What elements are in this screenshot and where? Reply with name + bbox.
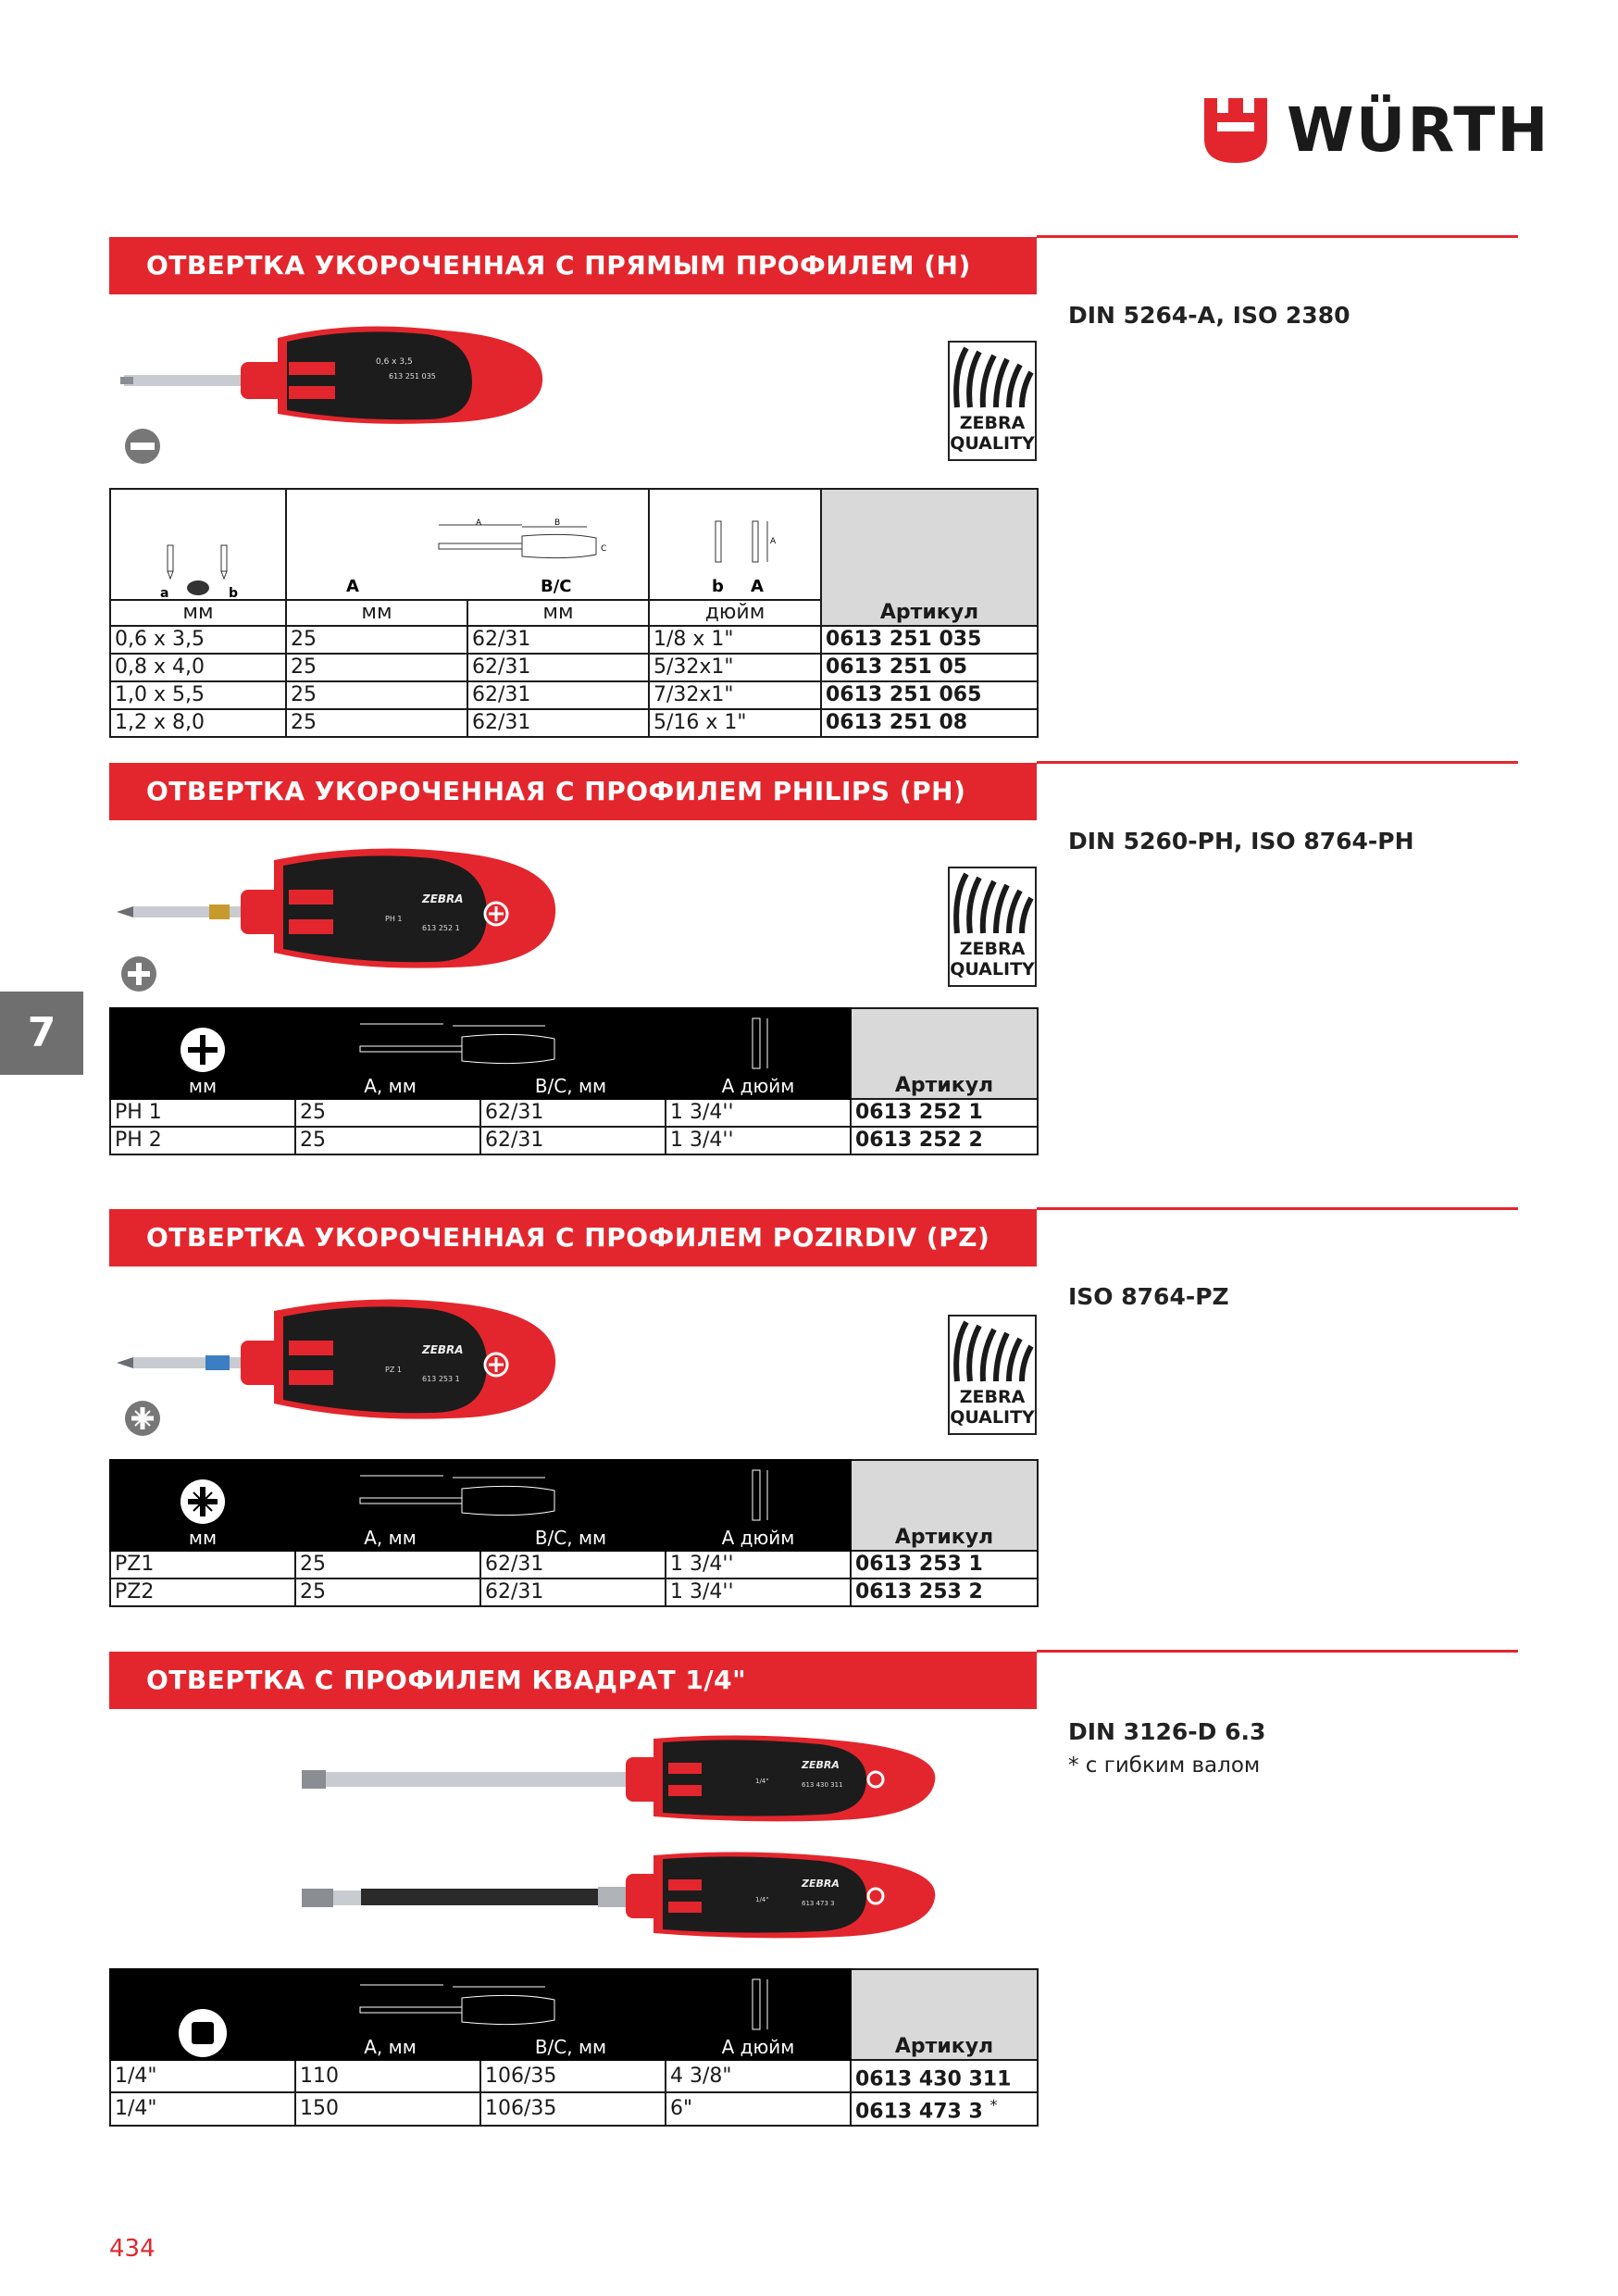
tip-length-sketch bbox=[730, 1976, 786, 2035]
a-cell: 25 bbox=[295, 1578, 480, 1606]
zebra-line2: QUALITY bbox=[950, 959, 1035, 980]
section-rule bbox=[1037, 1650, 1518, 1653]
svg-text:C: C bbox=[601, 544, 607, 554]
inch-cell: 4 3/8" bbox=[666, 2060, 851, 2092]
inch-cell: 1 3/4'' bbox=[666, 1099, 851, 1127]
size-cell: 1,0 x 5,5 bbox=[110, 681, 286, 709]
a-cell: 25 bbox=[286, 626, 467, 654]
svg-text:b: b bbox=[229, 586, 239, 599]
header-cell bbox=[286, 489, 649, 600]
phillips-profile-icon bbox=[120, 955, 157, 992]
a-cell: 25 bbox=[286, 709, 467, 737]
zebra-stripes-icon bbox=[950, 343, 1035, 409]
article-number: 0613 251 035 bbox=[821, 626, 1038, 654]
column-header: мм bbox=[188, 1075, 218, 1097]
svg-text:A: A bbox=[770, 537, 777, 546]
table-row bbox=[110, 2060, 1038, 2092]
bc-cell: 62/31 bbox=[480, 1099, 666, 1127]
article-number-cell bbox=[851, 2060, 1038, 2092]
header-cell bbox=[666, 1460, 851, 1551]
article-number-cell bbox=[851, 2092, 1038, 2125]
header-cell bbox=[666, 1969, 851, 2060]
size-cell: 1/4" bbox=[110, 2060, 295, 2092]
header-cell bbox=[666, 1008, 851, 1099]
header-cell bbox=[295, 1969, 666, 2060]
phillips-header-icon bbox=[179, 1026, 227, 1074]
pozidriv-header-icon bbox=[179, 1478, 227, 1526]
bc-cell: 62/31 bbox=[467, 709, 649, 737]
header-cell bbox=[295, 1008, 666, 1099]
column-header: A дюйм bbox=[721, 1527, 795, 1549]
column-header: B/C, мм bbox=[534, 1075, 607, 1097]
header-cell bbox=[110, 1969, 295, 2060]
article-number: 0613 251 065 bbox=[821, 681, 1038, 709]
size-cell: 1/4" bbox=[110, 2092, 295, 2125]
a-cell: 110 bbox=[295, 2060, 480, 2092]
svg-text:A: A bbox=[751, 577, 764, 596]
svg-text:613 252 1: 613 252 1 bbox=[422, 924, 460, 932]
bc-cell: 106/35 bbox=[480, 2092, 666, 2125]
table-row bbox=[110, 709, 1038, 737]
size-cell: PH 2 bbox=[110, 1127, 295, 1154]
svg-text:ZEBRA: ZEBRA bbox=[422, 1343, 464, 1356]
svg-text:1/4": 1/4" bbox=[755, 1896, 769, 1903]
inch-cell: 5/32x1" bbox=[649, 654, 821, 681]
header-cell bbox=[110, 1460, 295, 1551]
section-rule bbox=[1037, 761, 1518, 764]
a-cell: 25 bbox=[295, 1551, 480, 1578]
column-header: A, мм bbox=[364, 2036, 417, 2058]
svg-text:ZEBRA: ZEBRA bbox=[422, 892, 464, 905]
svg-text:b: b bbox=[712, 577, 724, 596]
svg-text:A: A bbox=[346, 577, 359, 596]
dimension-sketch bbox=[291, 516, 649, 599]
section-rule bbox=[1037, 235, 1518, 238]
svg-text:B/C: B/C bbox=[541, 577, 572, 596]
size-cell: PZ2 bbox=[110, 1578, 295, 1606]
slotted-profile-icon bbox=[124, 428, 161, 465]
header-cell bbox=[649, 489, 821, 600]
column-header: мм bbox=[188, 1527, 218, 1549]
zebra-quality-badge bbox=[948, 341, 1037, 461]
article-number: 0613 252 1 bbox=[851, 1099, 1038, 1127]
header-cell bbox=[110, 489, 286, 600]
dimension-sketch bbox=[342, 1015, 619, 1074]
inch-cell: 5/16 x 1" bbox=[649, 709, 821, 737]
table-row bbox=[110, 1551, 1038, 1578]
size-cell: 1,2 x 8,0 bbox=[110, 709, 286, 737]
bc-cell: 62/31 bbox=[467, 654, 649, 681]
phillips-screwdriver-image bbox=[117, 838, 561, 977]
svg-text:613 430 311: 613 430 311 bbox=[802, 1781, 843, 1789]
dimension-sketch bbox=[342, 1466, 619, 1526]
article-header: Артикул bbox=[851, 1460, 1038, 1551]
wurth-logo-icon bbox=[1204, 98, 1267, 163]
section-title: ОТВЕРТКА УКОРОЧЕННАЯ С ПРОФИЛЕМ POZIRDIV (PZ) bbox=[109, 1209, 1037, 1267]
footnote-marker: * bbox=[989, 2096, 998, 2115]
column-header: A, мм bbox=[364, 1075, 417, 1097]
page-number: 434 bbox=[109, 2235, 156, 2263]
article-header: Артикул bbox=[821, 489, 1038, 626]
a-cell: 25 bbox=[286, 681, 467, 709]
spec-table bbox=[109, 1968, 1039, 2127]
unit-label: мм bbox=[286, 600, 467, 626]
slot-tip-sketch bbox=[147, 543, 249, 599]
unit-label: мм bbox=[110, 600, 286, 626]
zebra-line1: ZEBRA bbox=[959, 1387, 1026, 1407]
bc-cell: 62/31 bbox=[467, 626, 649, 654]
svg-text:613 473 3: 613 473 3 bbox=[802, 1900, 835, 1907]
bc-cell: 62/31 bbox=[480, 1127, 666, 1154]
section-title: ОТВЕРТКА С ПРОФИЛЕМ КВАДРАТ 1/4" bbox=[109, 1652, 1037, 1709]
spec-table bbox=[109, 1459, 1039, 1607]
article-number: 0613 473 3 bbox=[855, 2100, 983, 2124]
spec-table bbox=[109, 1007, 1039, 1155]
standard-label: DIN 5260-PH, ISO 8764-PH bbox=[1068, 828, 1414, 855]
zebra-quality-badge bbox=[948, 867, 1037, 987]
table-row bbox=[110, 654, 1038, 681]
inch-cell: 1/8 x 1" bbox=[649, 626, 821, 654]
column-header: A дюйм bbox=[721, 2036, 795, 2058]
unit-label: мм bbox=[467, 600, 649, 626]
slotted-screwdriver-image bbox=[120, 310, 555, 430]
bc-cell: 62/31 bbox=[480, 1578, 666, 1606]
size-cell: PZ1 bbox=[110, 1551, 295, 1578]
zebra-line1: ZEBRA bbox=[959, 413, 1026, 433]
size-cell: 0,8 x 4,0 bbox=[110, 654, 286, 681]
svg-text:a: a bbox=[160, 586, 169, 599]
standard-label: DIN 5264-A, ISO 2380 bbox=[1068, 302, 1350, 329]
svg-text:ZEBRA: ZEBRA bbox=[802, 1878, 840, 1890]
tip-length-sketch bbox=[730, 1466, 786, 1526]
handle-marking: 613 251 035 bbox=[389, 372, 436, 381]
table-row bbox=[110, 1578, 1038, 1606]
zebra-line2: QUALITY bbox=[950, 433, 1035, 454]
svg-text:ZEBRA: ZEBRA bbox=[802, 1759, 840, 1771]
article-header: Артикул bbox=[851, 1008, 1038, 1099]
standard-label: ISO 8764-PZ bbox=[1068, 1283, 1229, 1310]
table-row bbox=[110, 1099, 1038, 1127]
standard-label: DIN 3126-D 6.3 bbox=[1068, 1718, 1266, 1745]
zebra-line1: ZEBRA bbox=[959, 939, 1026, 959]
handle-marking: 0,6 x 3,5 bbox=[376, 357, 413, 367]
svg-text:1/4": 1/4" bbox=[755, 1778, 769, 1785]
zebra-line2: QUALITY bbox=[950, 1407, 1035, 1428]
tip-length-sketch bbox=[730, 1015, 786, 1074]
article-number: 0613 430 311 bbox=[855, 2067, 1012, 2091]
zebra-quality-badge bbox=[948, 1315, 1037, 1435]
bc-cell: 62/31 bbox=[467, 681, 649, 709]
svg-text:PH 1: PH 1 bbox=[385, 915, 403, 923]
inch-cell: 1 3/4'' bbox=[666, 1578, 851, 1606]
column-header: A дюйм bbox=[721, 1075, 795, 1097]
pozidriv-profile-icon bbox=[124, 1400, 161, 1437]
article-header: Артикул bbox=[851, 1969, 1038, 2060]
a-cell: 25 bbox=[295, 1127, 480, 1154]
inch-cell: 1 3/4'' bbox=[666, 1551, 851, 1578]
spec-table bbox=[109, 488, 1039, 738]
article-number: 0613 251 08 bbox=[821, 709, 1038, 737]
inch-cell: 7/32x1" bbox=[649, 681, 821, 709]
zebra-stripes-icon bbox=[950, 868, 1035, 935]
slot-length-sketch bbox=[675, 516, 795, 599]
section-rule bbox=[1037, 1207, 1518, 1210]
column-header: A, мм bbox=[364, 1527, 417, 1549]
a-cell: 25 bbox=[295, 1099, 480, 1127]
zebra-stripes-icon bbox=[950, 1316, 1035, 1383]
unit-label: дюйм bbox=[649, 600, 821, 626]
table-row bbox=[110, 626, 1038, 654]
svg-text:PZ 1: PZ 1 bbox=[385, 1366, 402, 1374]
bc-cell: 62/31 bbox=[480, 1551, 666, 1578]
header-cell bbox=[295, 1460, 666, 1551]
column-header: B/C, мм bbox=[534, 1527, 607, 1549]
brand-name: WÜRTH bbox=[1287, 94, 1550, 166]
svg-text:613 253 1: 613 253 1 bbox=[422, 1375, 460, 1383]
article-number: 0613 253 1 bbox=[851, 1551, 1038, 1578]
article-number: 0613 251 05 bbox=[821, 654, 1038, 681]
article-number: 0613 252 2 bbox=[851, 1127, 1038, 1154]
square-drive-header-icon bbox=[177, 2007, 229, 2059]
section-title: ОТВЕРТКА УКОРОЧЕННАЯ С ПРЯМЫМ ПРОФИЛЕМ (H) bbox=[109, 237, 1037, 294]
square-drive-screwdrivers-image bbox=[302, 1735, 940, 1948]
inch-cell: 1 3/4'' bbox=[666, 1127, 851, 1154]
chapter-tab: 7 bbox=[0, 992, 83, 1075]
svg-text:B: B bbox=[554, 518, 561, 528]
a-cell: 150 bbox=[295, 2092, 480, 2125]
table-row bbox=[110, 1127, 1038, 1154]
column-header: B/C, мм bbox=[534, 2036, 607, 2058]
footnote: * с гибким валом bbox=[1068, 1753, 1261, 1778]
table-row bbox=[110, 681, 1038, 709]
size-cell: PH 1 bbox=[110, 1099, 295, 1127]
article-number: 0613 253 2 bbox=[851, 1578, 1038, 1606]
size-cell: 0,6 x 3,5 bbox=[110, 626, 286, 654]
pozidriv-screwdriver-image bbox=[117, 1289, 561, 1428]
section-title: ОТВЕРТКА УКОРОЧЕННАЯ С ПРОФИЛЕМ PHILIPS (PH) bbox=[109, 763, 1037, 820]
header-cell bbox=[110, 1008, 295, 1099]
table-row bbox=[110, 2092, 1038, 2125]
svg-text:A: A bbox=[476, 518, 482, 528]
dimension-sketch bbox=[342, 1976, 619, 2035]
inch-cell: 6" bbox=[666, 2092, 851, 2125]
bc-cell: 106/35 bbox=[480, 2060, 666, 2092]
a-cell: 25 bbox=[286, 654, 467, 681]
